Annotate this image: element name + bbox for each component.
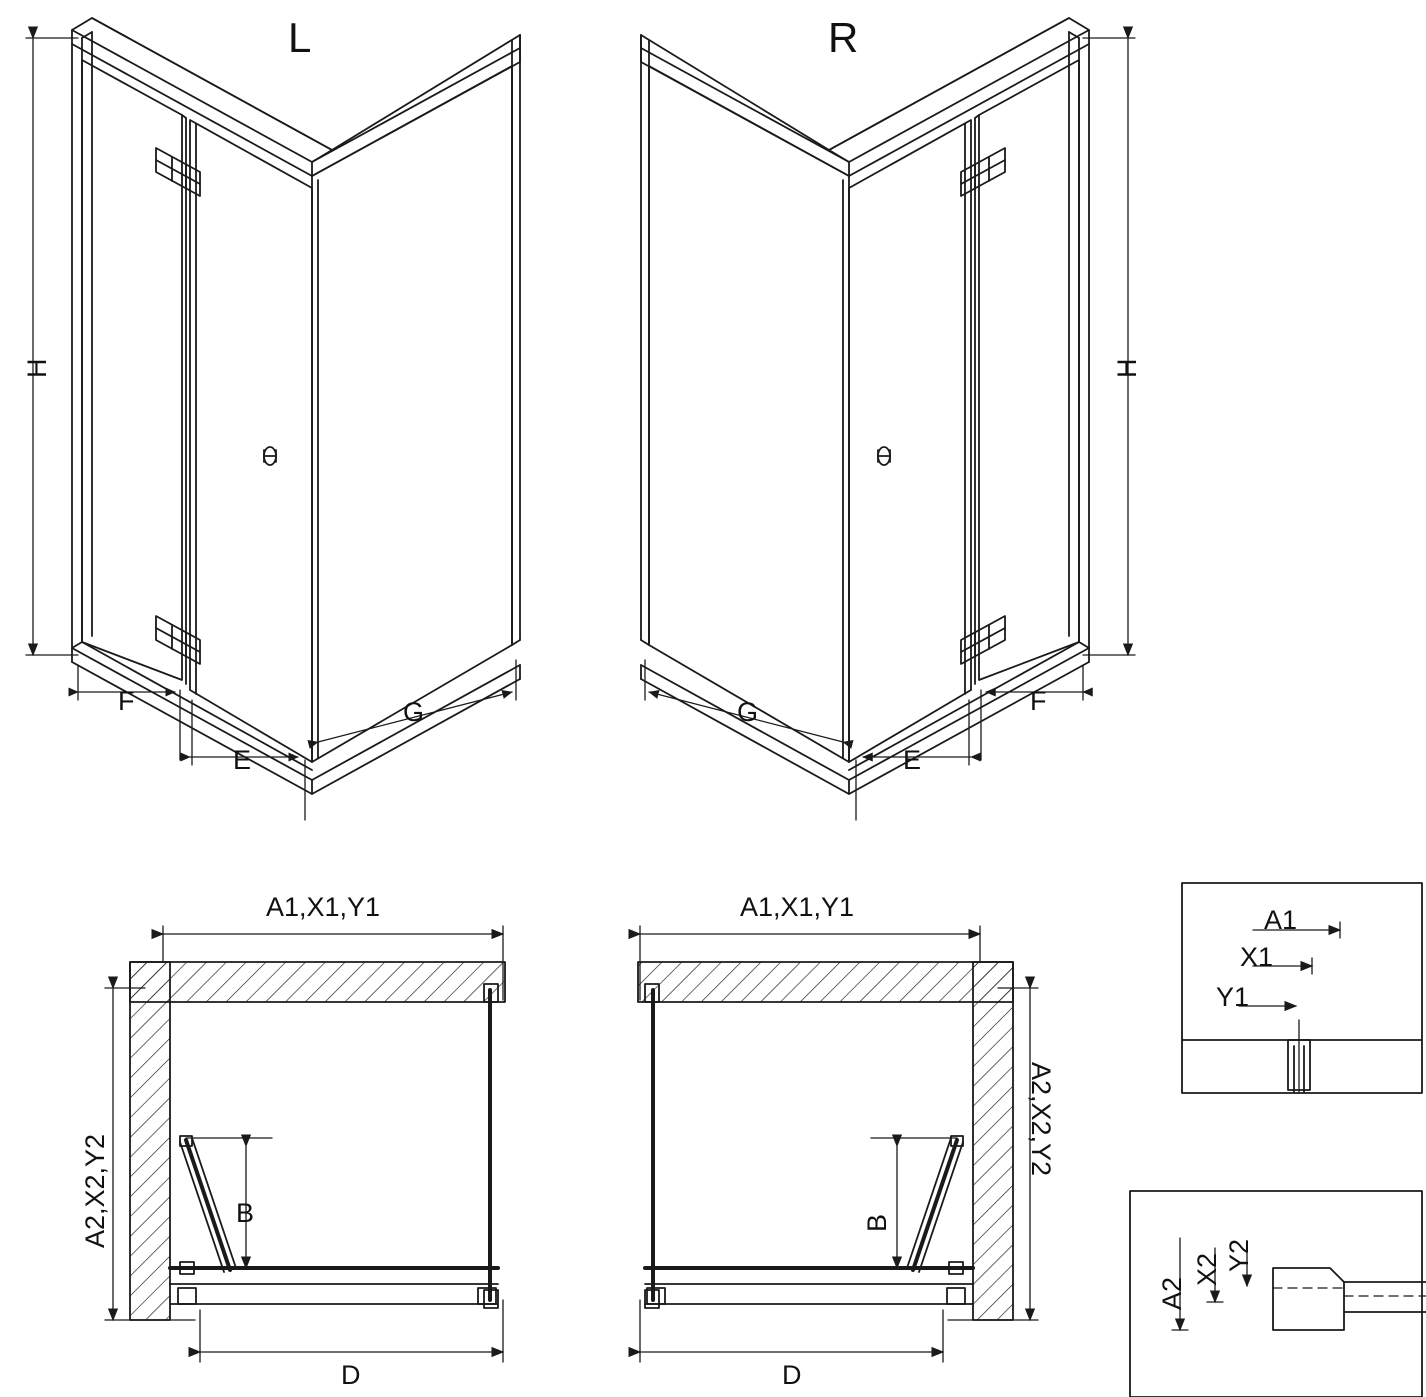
label-g-left: G bbox=[403, 697, 425, 727]
label-height-right: H bbox=[1112, 358, 1142, 378]
label-b-right: B bbox=[862, 1213, 892, 1232]
detail-label-y2: Y2 bbox=[1224, 1238, 1254, 1272]
iso-view-right bbox=[641, 18, 1135, 820]
detail-label-x2: X2 bbox=[1192, 1252, 1222, 1286]
label-e-right: E bbox=[903, 745, 922, 775]
title-left-view: L bbox=[288, 14, 312, 61]
label-f-left: F bbox=[118, 686, 135, 716]
label-a1x1y1-left: A1,X1,Y1 bbox=[266, 892, 381, 922]
label-a1x1y1-right: A1,X1,Y1 bbox=[740, 892, 855, 922]
iso-view-left bbox=[26, 18, 520, 820]
label-d-right: D bbox=[782, 1360, 802, 1390]
label-height-left: H bbox=[22, 358, 52, 378]
detail-label-y1: Y1 bbox=[1216, 982, 1250, 1012]
label-b-left: B bbox=[236, 1198, 255, 1228]
label-a2x2y2-right: A2,X2,Y2 bbox=[1026, 1062, 1056, 1177]
label-g-right: G bbox=[737, 697, 759, 727]
label-f-right: F bbox=[1030, 686, 1047, 716]
detail-label-a1: A1 bbox=[1264, 905, 1298, 935]
plan-view-right bbox=[638, 926, 1038, 1362]
label-e-left: E bbox=[233, 745, 252, 775]
detail-label-x1: X1 bbox=[1240, 942, 1274, 972]
detail-label-a2: A2 bbox=[1157, 1276, 1187, 1310]
label-d-left: D bbox=[341, 1360, 361, 1390]
plan-view-left bbox=[105, 926, 505, 1362]
label-a2x2y2-left: A2,X2,Y2 bbox=[80, 1133, 110, 1248]
title-right-view: R bbox=[828, 14, 859, 61]
